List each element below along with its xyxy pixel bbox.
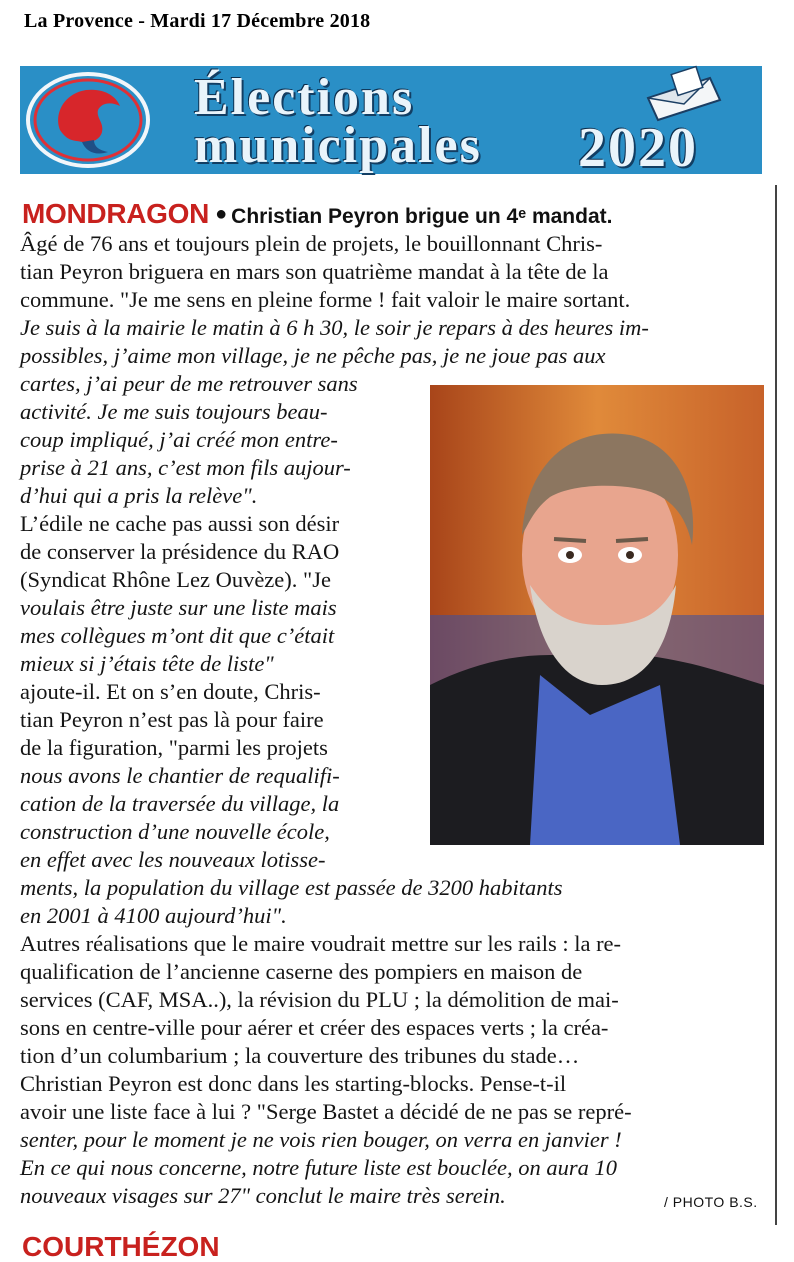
body-line: mieux si j’étais tête de liste": [20, 651, 274, 676]
body-line: mes collègues m’ont dit que c’était: [20, 623, 335, 648]
body-line: tion d’un columbarium ; la couverture des tribunes du stade…: [20, 1043, 580, 1068]
body-line: Christian Peyron est donc dans les starting-blocks. Pense-t-il: [20, 1071, 567, 1096]
body-line: activité. Je me suis toujours beau-: [20, 399, 328, 424]
town-name: MONDRAGON: [22, 198, 210, 229]
portrait-photo: [430, 385, 764, 845]
body-line: L’édile ne cache pas aussi son désir: [20, 511, 340, 536]
headline-bullet: ●: [215, 203, 228, 225]
banner-title-line1: Élections: [194, 69, 415, 126]
body-line: coup impliqué, j’ai créé mon entre-: [20, 427, 338, 452]
body-line: qualification de l’ancienne caserne des pompiers en maison de: [20, 959, 583, 984]
headline-title: Christian Peyron brigue un 4ᵉ mandat.: [231, 205, 613, 228]
body-line: en effet avec les nouveaux lotisse-: [20, 847, 326, 872]
elections-banner: [20, 66, 762, 179]
body-line: sons en centre-ville pour aérer et créer des espaces verts ; la créa-: [20, 1015, 609, 1040]
body-line: Âgé de 76 ans et toujours plein de projets, le bouillonnant Chris-: [20, 231, 603, 256]
body-line: tian Peyron n’est pas là pour faire: [20, 707, 324, 732]
column-divider: [775, 185, 777, 1225]
body-line: ments, la population du village est passée de 3200 habitants: [20, 875, 563, 900]
body-line: tian Peyron briguera en mars son quatrième mandat à la tête de la: [20, 259, 609, 284]
body-line: prise à 21 ans, c’est mon fils aujour-: [20, 455, 351, 480]
source-line: La Provence - Mardi 17 Décembre 2018: [24, 10, 371, 32]
body-line: senter, pour le moment je ne vois rien bouger, on verra en janvier !: [20, 1127, 622, 1152]
portrait-illustration: [430, 385, 764, 845]
banner-year: 2020: [578, 117, 698, 179]
ballot-envelope-icon: [640, 68, 724, 122]
photo-credit: / PHOTO B.S.: [664, 1194, 758, 1210]
body-line: ajoute-il. Et on s’en doute, Chris-: [20, 679, 321, 704]
body-line: cartes, j’ai peur de me retrouver sans: [20, 371, 358, 396]
body-line: en 2001 à 4100 aujourd’hui".: [20, 903, 287, 928]
body-line: d’hui qui a pris la relève".: [20, 483, 258, 508]
body-line: Je suis à la mairie le matin à 6 h 30, le soir je repars à des heures im-: [20, 315, 649, 340]
body-line: nous avons le chantier de requalifi-: [20, 763, 340, 788]
next-article-heading: COURTHÉZON: [22, 1231, 220, 1262]
body-line: (Syndicat Rhône Lez Ouvèze). "Je: [20, 567, 331, 592]
banner-title-line2: municipales: [194, 117, 482, 174]
body-line: Autres réalisations que le maire voudrait mettre sur les rails : la re-: [20, 931, 622, 956]
body-line: avoir une liste face à lui ? "Serge Bastet a décidé de ne pas se repré-: [20, 1099, 632, 1124]
body-line: services (CAF, MSA..), la révision du PLU ; la démolition de mai-: [20, 987, 619, 1012]
body-line: possibles, j’aime mon village, je ne pêche pas, je ne joue pas aux: [20, 343, 606, 368]
body-line: cation de la traversée du village, la: [20, 791, 340, 816]
body-line: commune. "Je me sens en pleine forme ! fait valoir le maire sortant.: [20, 287, 631, 312]
body-line: de la figuration, "parmi les projets: [20, 735, 328, 760]
body-line: nouveaux visages sur 27" conclut le maire très serein.: [20, 1183, 506, 1208]
marianne-logo-icon: [24, 72, 142, 168]
article-headline: [22, 198, 612, 230]
body-line: En ce qui nous concerne, notre future liste est bouclée, on aura 10: [20, 1155, 617, 1180]
body-line: voulais être juste sur une liste mais: [20, 595, 337, 620]
body-line: construction d’une nouvelle école,: [20, 819, 330, 844]
body-line: de conserver la présidence du RAO: [20, 539, 340, 564]
